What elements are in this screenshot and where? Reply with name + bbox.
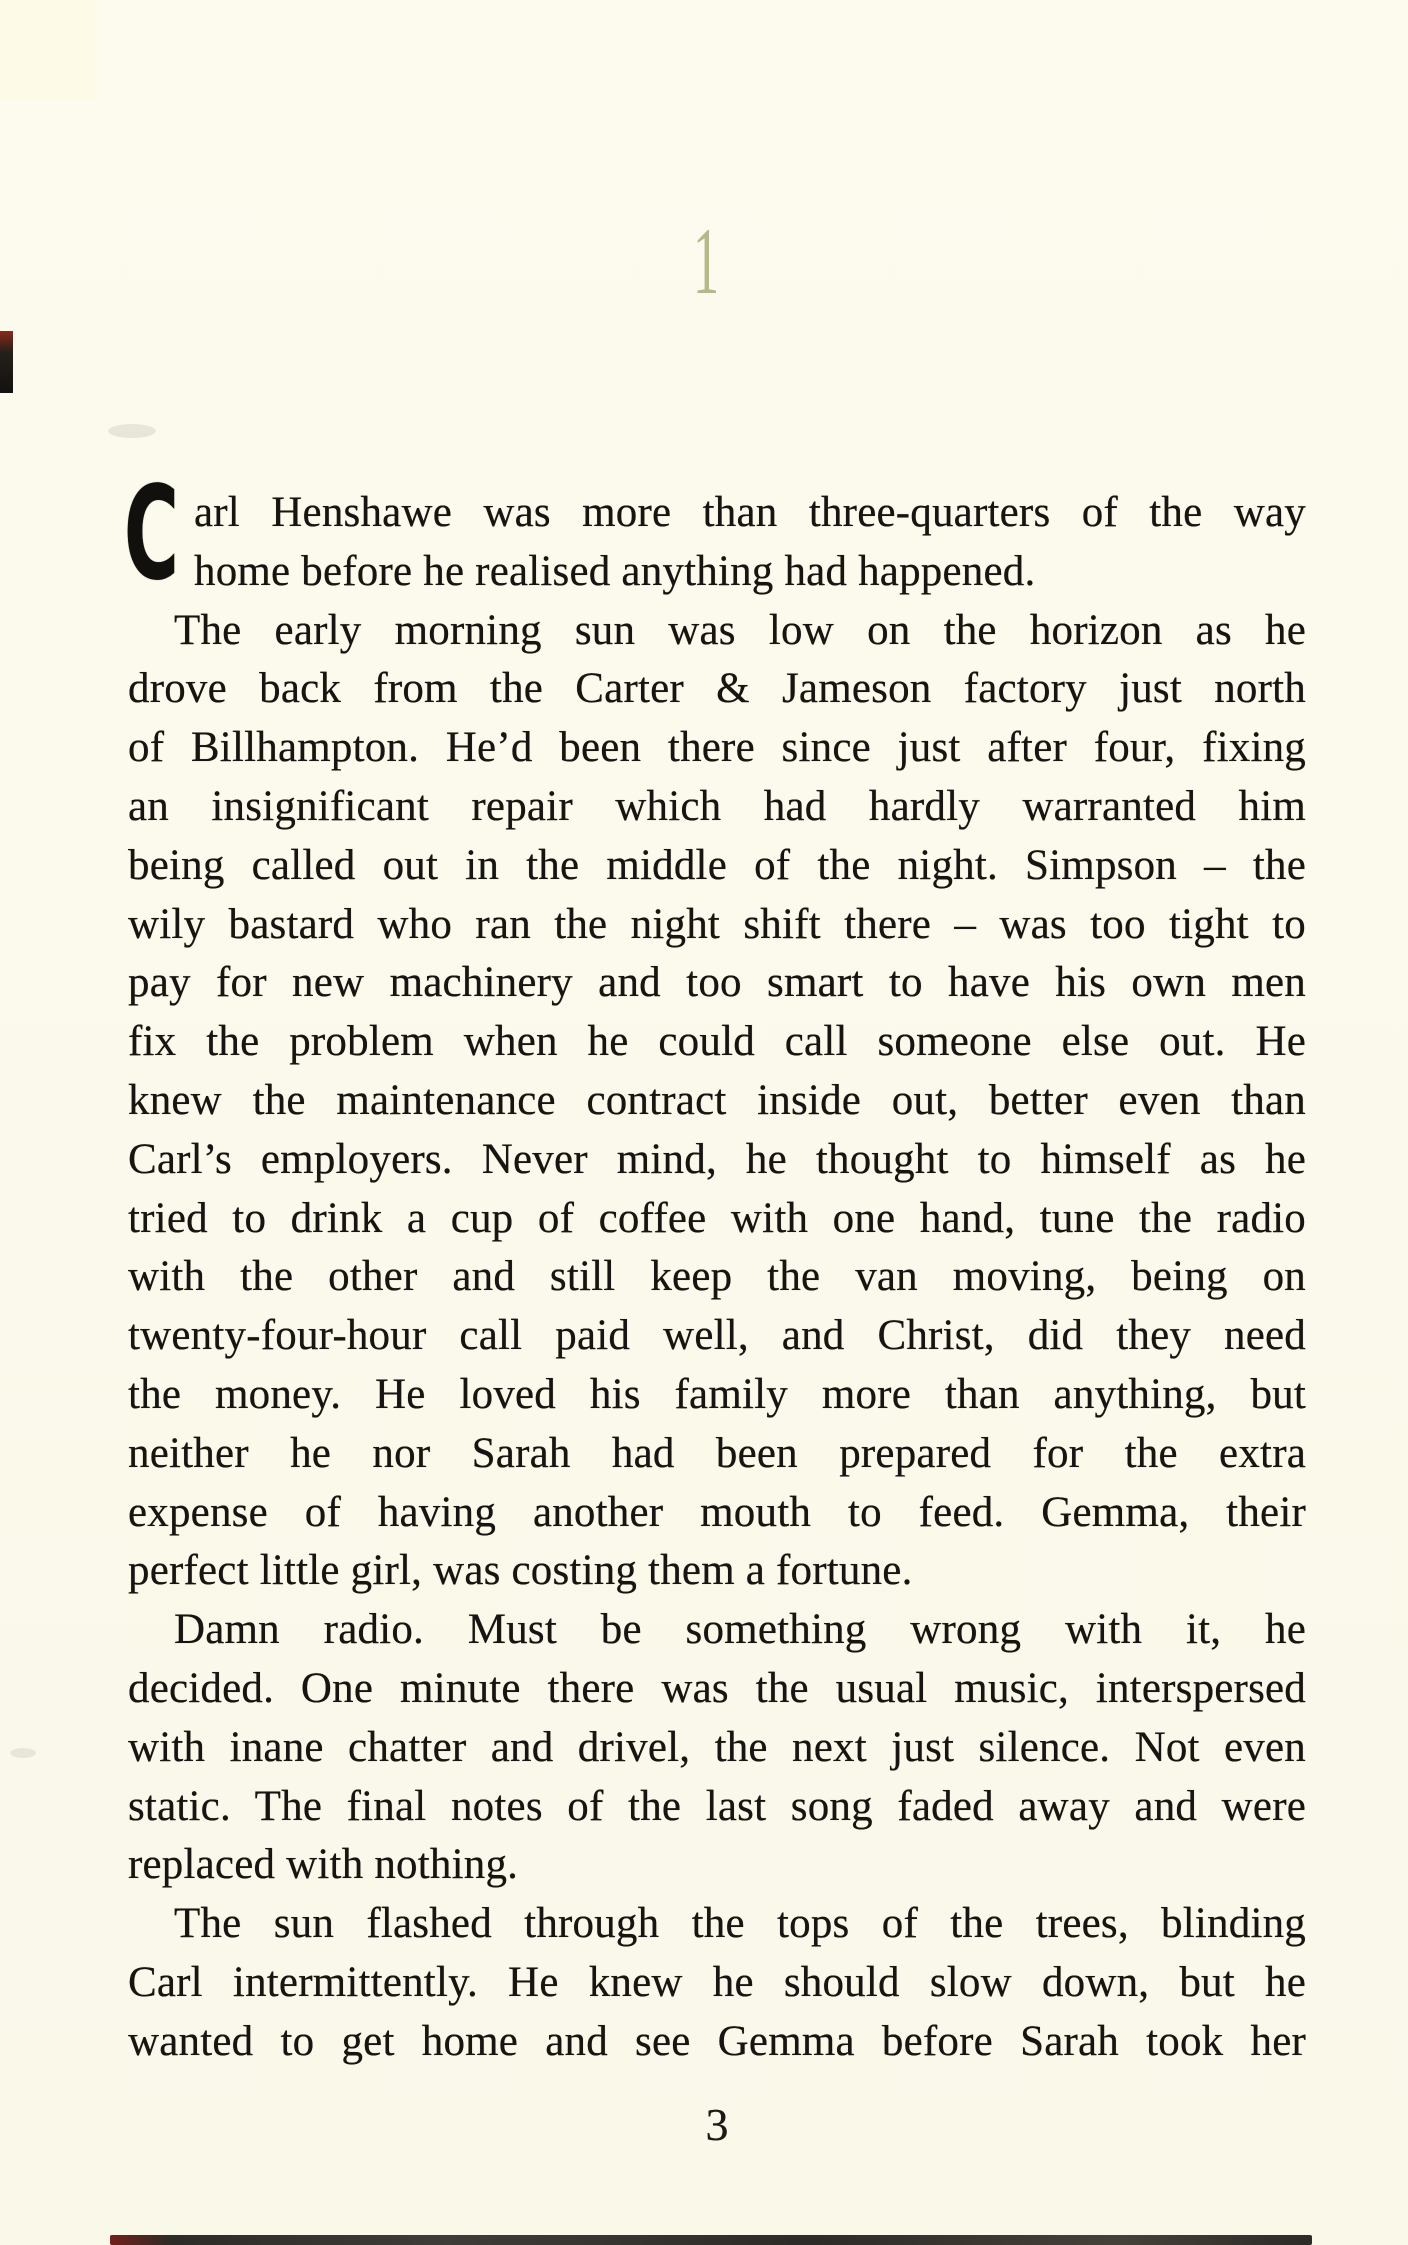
text-line: perfect little girl, was costing them a fortune. bbox=[128, 1547, 913, 1595]
text-line: being called out in the middle of the night. Simpson – the bbox=[128, 841, 1306, 889]
text-line: wanted to get home and see Gemma before Sarah took her bbox=[128, 2017, 1306, 2065]
text-line: arl Henshawe was more than three-quarters of the way bbox=[194, 489, 1306, 536]
text-line: replaced with nothing. bbox=[128, 1841, 519, 1889]
text-line: with the other and still keep the van moving, being on bbox=[128, 1253, 1306, 1301]
text-lines bbox=[128, 484, 1306, 2072]
text-line: drove back from the Carter & Jameson factory just north bbox=[128, 665, 1306, 713]
text-line: The early morning sun was low on the horizon as he bbox=[174, 606, 1306, 654]
drop-cap-letter: C bbox=[124, 459, 179, 609]
text-line: Damn radio. Must be something wrong with it, he bbox=[174, 1606, 1306, 1654]
text-line: wily bastard who ran the night shift there – was too tight to bbox=[128, 900, 1306, 948]
page-number: 3 bbox=[705, 2099, 729, 2150]
text-line: tried to drink a cup of coffee with one hand, tune the radio bbox=[128, 1194, 1306, 1242]
text-line: Carl’s employers. Never mind, he thought to himself as he bbox=[128, 1135, 1306, 1183]
text-line: knew the maintenance contract inside out, better even than bbox=[128, 1076, 1306, 1124]
text-line: the money. He loved his family more than anything, but bbox=[128, 1370, 1306, 1418]
text-line: with inane chatter and drivel, the next just silence. Not even bbox=[128, 1723, 1306, 1771]
text-line: decided. One minute there was the usual music, interspersed bbox=[128, 1664, 1306, 1712]
text-line: home before he realised anything had happened. bbox=[194, 547, 1036, 595]
body-text-block bbox=[124, 459, 1306, 2072]
scan-smudge bbox=[10, 1748, 36, 1758]
text-line: fix the problem when he could call someone else out. He bbox=[128, 1018, 1306, 1066]
text-line: neither he nor Sarah had been prepared for the extra bbox=[128, 1429, 1306, 1477]
scan-smudge bbox=[108, 424, 156, 438]
scan-artifact-bottom-bar bbox=[110, 2235, 1312, 2245]
text-line: static. The final notes of the last song faded away and were bbox=[128, 1782, 1306, 1830]
scan-artifact-left-bar bbox=[0, 331, 13, 393]
text-line: Carl intermittently. He knew he should slow down, but he bbox=[128, 1958, 1306, 2006]
text-line: expense of having another mouth to feed. Gemma, their bbox=[128, 1488, 1306, 1536]
text-line: The sun flashed through the tops of the trees, blinding bbox=[174, 1900, 1306, 1948]
scan-corner-tint bbox=[0, 0, 95, 100]
text-line: of Billhampton. He’d been there since just after four, fixing bbox=[128, 724, 1306, 772]
chapter-number: 1 bbox=[692, 208, 720, 314]
text-line: pay for new machinery and too smart to have his own men bbox=[128, 959, 1306, 1007]
text-line: an insignificant repair which had hardly warranted him bbox=[128, 782, 1306, 830]
text-line: twenty-four-hour call paid well, and Christ, did they need bbox=[128, 1312, 1306, 1360]
